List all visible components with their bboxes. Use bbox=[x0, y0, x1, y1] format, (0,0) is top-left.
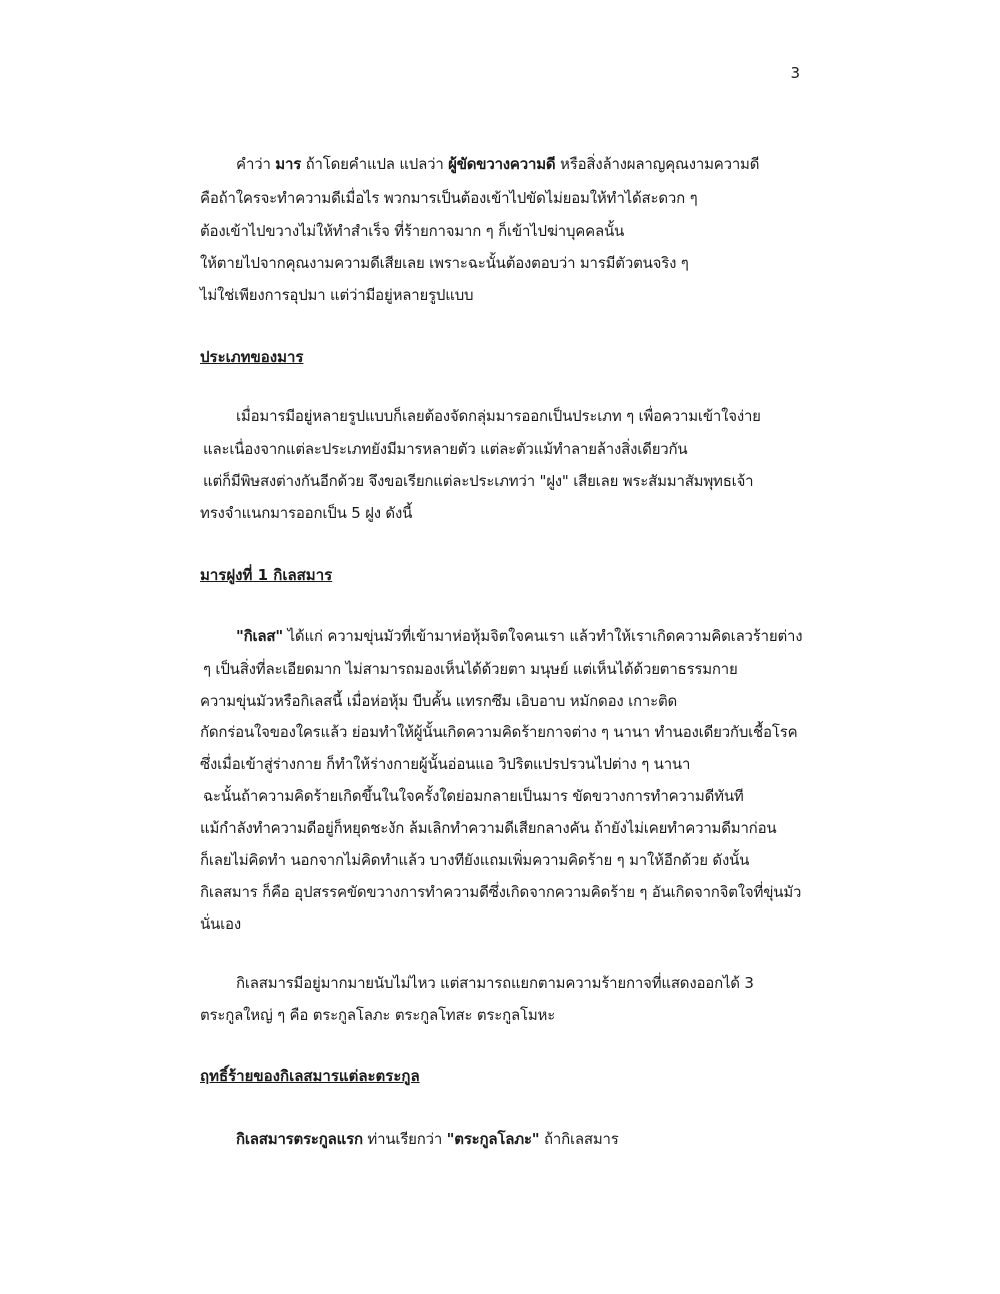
kilesa-definition: ได้แก่ ความขุ่นมัวที่เข้ามาห่อหุ้มจิตใจคนเรา แล้วทำให้เราเกิดความคิดเลวร้ายต่าง bbox=[283, 627, 803, 645]
kilesa-line-3: ความขุ่นมัวหรือกิเลสนี้ เมื่อห่อหุ้ม บีบคั้น แทรกซึม เอิบอาบ หมักดอง เกาะติด bbox=[200, 692, 678, 710]
intro-line-1 bbox=[236, 153, 846, 175]
page-number: 3 bbox=[790, 64, 800, 82]
kilesa-term: "กิเลส" bbox=[236, 627, 283, 645]
clan-first-label: กิเลสมารตระกูลแรก bbox=[236, 1130, 363, 1148]
section-heading-kilesa: มารฝูงที่ 1 กิเลสมาร bbox=[200, 566, 333, 584]
intro-bold-mara: มาร bbox=[275, 155, 302, 173]
clan-lobha-label: "ตระกูลโลภะ" bbox=[446, 1130, 540, 1148]
kilesa-line-1 bbox=[236, 625, 846, 647]
intro-line-2: คือถ้าใครจะทำความดีเมื่อไร พวกมารเป็นต้องเข้าไปขัดไม่ยอมให้ทำได้สะดวก ๆ bbox=[200, 189, 698, 207]
intro-text-c: ถ้าโดยคำแปล แปลว่า bbox=[301, 155, 449, 173]
types-line-4: ทรงจำแนกมารออกเป็น 5 ฝูง ดังนี้ bbox=[200, 504, 413, 522]
intro-bold-obstructor: ผู้ขัดขวางความดี bbox=[448, 155, 556, 173]
clans-line-2: ตระกูลใหญ่ ๆ คือ ตระกูลโลภะ ตระกูลโทสะ ตระกูลโมหะ bbox=[200, 1006, 556, 1024]
kilesa-line-4: กัดกร่อนใจของใครแล้ว ย่อมทำให้ผู้นั้นเกิดความคิดร้ายกาจต่าง ๆ นานา ทำนองเดียวกับเชื้อโรค bbox=[200, 723, 798, 741]
types-line-3: แต่ก็มีพิษสงต่างกันอีกด้วย จึงขอเรียกแต่ละประเภทว่า "ฝูง" เสียเลย พระสัมมาสัมพุทธเจ้า bbox=[203, 472, 754, 490]
clans-line-1: กิเลสมารมีอยู่มากมายนับไม่ไหว แต่สามารถแยกตามความร้ายกาจที่แสดงออกได้ 3 bbox=[236, 974, 754, 992]
kilesa-line-6: ฉะนั้นถ้าความคิดร้ายเกิดขึ้นในใจครั้งใดย่อมกลายเป็นมาร ขัดขวางการทำความดีทันที bbox=[203, 787, 744, 805]
types-line-1: เมื่อมารมีอยู่หลายรูปแบบก็เลยต้องจัดกลุ่มมารออกเป็นประเภท ๆ เพื่อความเข้าใจง่าย bbox=[236, 407, 761, 425]
types-line-2: และเนื่องจากแต่ละประเภทยังมีมารหลายตัว แต่ละตัวแม้ทำลายล้างสิ่งเดียวกัน bbox=[203, 440, 688, 458]
kilesa-line-8: ก็เลยไม่คิดทำ นอกจากไม่คิดทำแล้ว บางทียังแถมเพิ่มความคิดร้าย ๆ มาให้อีกด้วย ดังนั้น bbox=[200, 851, 750, 869]
intro-line-3: ต้องเข้าไปขวางไม่ให้ทำสำเร็จ ที่ร้ายกาจมาก ๆ ก็เข้าไปฆ่าบุคคลนั้น bbox=[200, 222, 625, 240]
kilesa-line-7: แม้กำลังทำความดีอยู่ก็หยุดชะงัก ล้มเลิกทำความดีเสียกลางคัน ถ้ายังไม่เคยทำความดีมาก่อน bbox=[200, 819, 777, 837]
kilesa-line-2: ๆ เป็นสิ่งที่ละเอียดมาก ไม่สามารถมองเห็นได้ด้วยตา มนุษย์ แต่เห็นได้ด้วยตาธรรมกาย bbox=[203, 660, 738, 678]
intro-text-a: คำว่า bbox=[236, 155, 276, 173]
clan-called-text: ท่านเรียกว่า bbox=[362, 1130, 447, 1148]
section-heading-clans: ฤทธิ์ร้ายของกิเลสมารแต่ละตระกูล bbox=[200, 1067, 420, 1085]
kilesa-line-10: นั่นเอง bbox=[200, 915, 241, 933]
intro-text-d: หรือสิ่งล้างผลาญคุณงามความดี bbox=[555, 155, 760, 173]
clan-rest-text: ถ้ากิเลสมาร bbox=[539, 1130, 619, 1148]
intro-line-5: ไม่ใช่เพียงการอุปมา แต่ว่ามีอยู่หลายรูปแบบ bbox=[200, 286, 474, 304]
section-heading-types: ประเภทของมาร bbox=[200, 348, 304, 366]
intro-line-4: ให้ตายไปจากคุณงามความดีเสียเลย เพราะฉะนั้นต้องตอบว่า มารมีตัวตนจริง ๆ bbox=[200, 254, 689, 272]
kilesa-line-9: กิเลสมาร ก็คือ อุปสรรคขัดขวางการทำความดีซึ่งเกิดจากความคิดร้าย ๆ อันเกิดจากจิตใจที่ขุ่นมัว bbox=[200, 883, 802, 901]
clan-line-1 bbox=[236, 1128, 846, 1150]
kilesa-line-5: ซึ่งเมื่อเข้าสู่ร่างกาย ก็ทำให้ร่างกายผู้นั้นอ่อนแอ วิปริตแปรปรวนไปต่าง ๆ นานา bbox=[200, 755, 691, 773]
